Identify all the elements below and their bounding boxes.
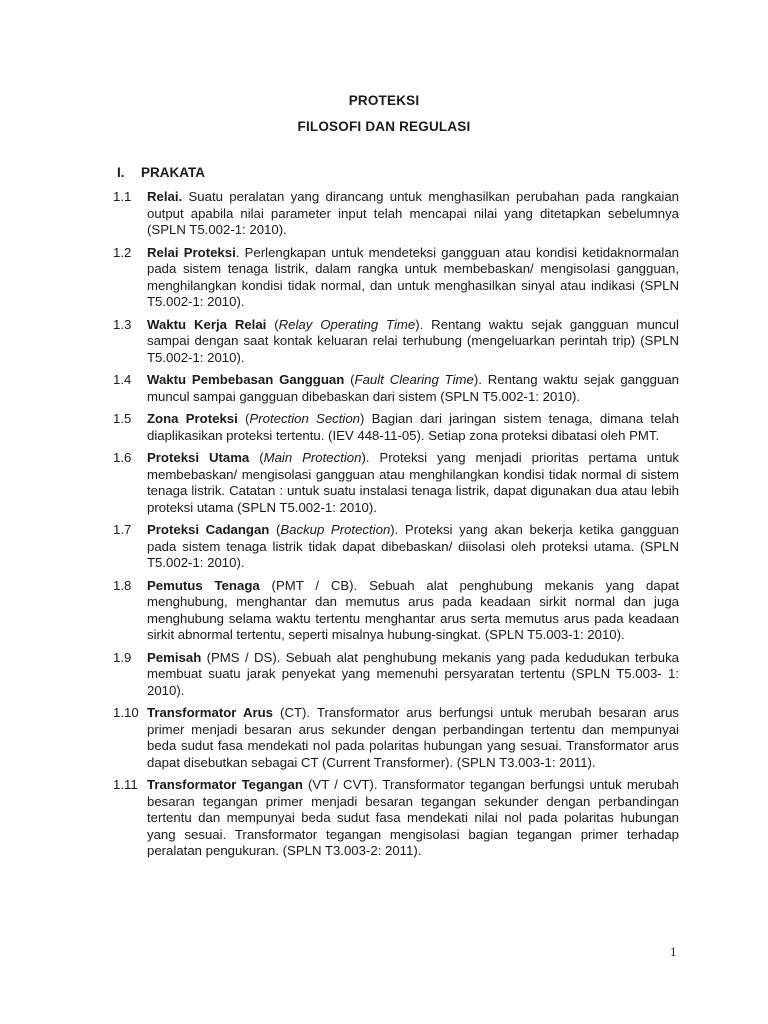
item-definition: ). Proteksi yang akan bekerja ketika gangguan pada sistem tenaga listrik tidak dapat dibebaskan/ diisolasi oleh proteksi utama. (SPLN T5.002-1: 2010). bbox=[147, 522, 679, 570]
item-number: 1.2 bbox=[113, 244, 132, 260]
item-term: Pemutus Tenaga bbox=[147, 577, 260, 593]
definition-item bbox=[113, 650, 679, 700]
item-number: 1.10 bbox=[113, 705, 139, 720]
definition-item bbox=[113, 705, 679, 771]
item-paren: ( bbox=[344, 372, 355, 387]
section-number: I. bbox=[117, 165, 125, 180]
page-number: 1 bbox=[670, 944, 677, 959]
item-definition: . Perlengkapan untuk mendeteksi gangguan atau kondisi ketidaknormalan pada sistem tenaga listrik, dalam rangka untuk membebaskan/ mengisolasi gangguan, menghilangkan kondisi tidak normal, dan untuk menghasilkan sinyal atau indikasi (SPLN T5.002-1: 2010). bbox=[147, 244, 679, 309]
item-number: 1.5 bbox=[113, 411, 132, 426]
definition-item bbox=[113, 411, 679, 444]
item-english-term: Relay Operating Time bbox=[278, 316, 416, 332]
item-term: Relai. bbox=[147, 189, 183, 204]
item-number: 1.7 bbox=[113, 522, 132, 537]
item-number: 1.4 bbox=[113, 372, 132, 387]
item-term: Relai Proteksi bbox=[147, 244, 236, 260]
item-number: 1.3 bbox=[113, 316, 132, 332]
item-paren: ( bbox=[249, 450, 264, 465]
item-definition: ). Proteksi yang menjadi prioritas pertama untuk membebaskan/ mengisolasi gangguan atau menghilangkan kondisi tidak normal di sistem tenaga listrik. Catatan : untuk suatu instalasi tenaga listrik, dapat digunakan dua atau lebih proteksi utama (SPLN T5.002-1: 2010). bbox=[147, 450, 680, 515]
item-term: Pemisah bbox=[147, 649, 202, 665]
definition-item bbox=[113, 317, 679, 367]
item-term: Waktu Pembebasan Gangguan bbox=[147, 372, 345, 387]
item-paren: ( bbox=[237, 411, 250, 426]
item-term: Proteksi Cadangan bbox=[147, 522, 270, 537]
item-definition: ) Bagian dari jaringan sistem tenaga, dimana telah diaplikasikan proteksi tertentu. (IEV 448-11-05). Setiap zona proteksi dibatasi oleh PMT. bbox=[147, 411, 679, 443]
section-title: PRAKATA bbox=[141, 165, 205, 180]
definition-item bbox=[113, 777, 679, 860]
item-paren: ( bbox=[266, 316, 279, 332]
item-number: 1.11 bbox=[113, 777, 138, 792]
item-term: Waktu Kerja Relai bbox=[147, 316, 267, 332]
item-term: Transformator Arus bbox=[147, 705, 274, 720]
definition-item bbox=[113, 522, 679, 572]
item-number: 1.1 bbox=[113, 189, 132, 204]
definition-item bbox=[113, 450, 679, 516]
item-term: Transformator Tegangan bbox=[147, 777, 303, 792]
definition-item bbox=[113, 372, 679, 405]
definition-item bbox=[113, 189, 679, 239]
item-definition: (VT / CVT). Transformator tegangan berfungsi untuk merubah besaran tegangan primer menjadi besaran tegangan sekunder dengan perbandingan tertentu dan mempunyai beda sudut fasa mendekati nilai nol pada polaritas hubungan yang sesuai. Transformator tegangan mengisolasi bagian tegangan primer terhadap peralatan pengukuran. (SPLN T3.003-2: 2011). bbox=[147, 777, 679, 858]
item-definition: ). Rentang waktu sejak gangguan muncul sampai dengan saat kontak keluaran relai terhubung (mengeluarkan perintah trip) (SPLN T5.002-1: 2010). bbox=[147, 316, 679, 365]
item-english-term: Backup Protection bbox=[280, 522, 391, 537]
definition-list bbox=[113, 189, 679, 866]
item-term: Zona Proteksi bbox=[147, 411, 238, 426]
definition-item bbox=[113, 245, 679, 311]
item-definition: (PMT / CB). Sebuah alat penghubung mekanis yang dapat menghubung, menghantar dan memutus arus pada keadaan sirkit normal dan juga menghubung selama waktu tertentu menghantar arus serta memutus arus pada keadaan sirkit abnormal tertentu, seperti misalnya hubung-singkat. (SPLN T5.003-1: 2010). bbox=[147, 577, 680, 642]
definition-item bbox=[113, 578, 679, 644]
item-definition: ). Rentang waktu sejak gangguan muncul sampai gangguan dibebaskan dari sistem (SPLN T5.002-1: 2010). bbox=[147, 372, 680, 404]
item-number: 1.6 bbox=[113, 450, 132, 465]
item-english-term: Fault Clearing Time bbox=[354, 372, 474, 387]
item-term: Proteksi Utama bbox=[147, 450, 250, 465]
page-subtitle: FILOSOFI DAN REGULASI bbox=[297, 119, 471, 134]
page-title: PROTEKSI bbox=[348, 93, 420, 108]
item-definition: (PMS / DS). Sebuah alat penghubung mekanis yang pada kedudukan terbuka membuat suatu jarak penyekat yang memenuhi persyaratan tertentu (SPLN T5.003- 1: 2010). bbox=[147, 649, 679, 698]
item-english-term: Main Protection bbox=[263, 450, 362, 465]
item-paren: ( bbox=[269, 522, 281, 537]
item-definition: Suatu peralatan yang dirancang untuk menghasilkan perubahan pada rangkaian output apabila nilai parameter input telah mencapai nilai yang ditetapkan sebelumnya (SPLN T5.002-1: 2010). bbox=[147, 189, 679, 237]
item-definition: (CT). Transformator arus berfungsi untuk merubah besaran arus primer menjadi besaran arus sekunder dengan perbandingan tertentu dan mempunyai beda sudut fasa mendekati nol pada polaritas hubungan yang sesuai. Transformator arus dapat disebutkan sebagai CT (Current Transformer). (SPLN T3.003-1: 2011). bbox=[147, 705, 679, 770]
item-number: 1.8 bbox=[113, 577, 132, 593]
item-english-term: Protection Section bbox=[249, 411, 361, 426]
item-number: 1.9 bbox=[113, 649, 132, 665]
